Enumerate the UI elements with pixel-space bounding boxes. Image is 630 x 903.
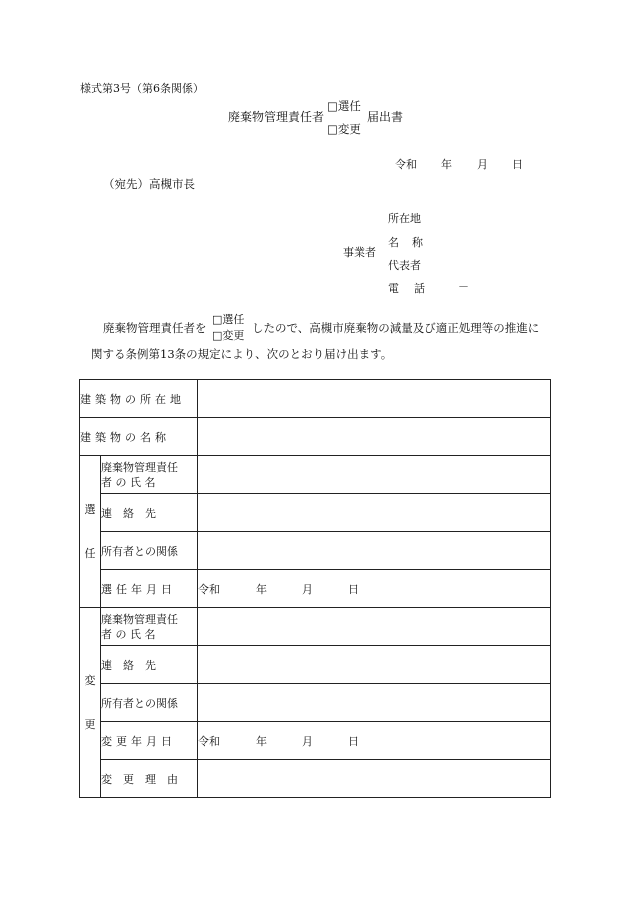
body-line1-start: 廃棄物管理責任者を <box>103 321 207 335</box>
table-row <box>80 760 551 798</box>
date-day: 日 <box>512 158 523 171</box>
business-name-label: 名 称 <box>388 236 424 249</box>
addressee: （宛先）高槻市長 <box>103 177 195 191</box>
notification-table <box>79 379 551 798</box>
change-manager-name-label: 廃棄物管理責任 者 の 氏 名 <box>101 608 198 646</box>
body-line1-end: したので、高槻市廃棄物の減量及び適正処理等の推進に <box>252 321 540 335</box>
table-row <box>80 646 551 684</box>
date-era: 令和 <box>395 158 417 171</box>
table-row <box>80 494 551 532</box>
change-contact-field[interactable] <box>198 646 551 684</box>
building-address-label: 建築物の所在地 <box>80 380 198 418</box>
table-row <box>80 532 551 570</box>
title-main: 廃棄物管理責任者 <box>228 110 325 124</box>
table-row <box>80 570 551 608</box>
business-phone-label: 電 話 <box>388 282 427 295</box>
table-row <box>80 418 551 456</box>
appoint-contact-field[interactable] <box>198 494 551 532</box>
appoint-manager-name-label: 廃棄物管理責任 者 の 氏 名 <box>101 456 198 494</box>
date-year: 年 <box>441 158 452 171</box>
change-relation-field[interactable] <box>198 684 551 722</box>
appoint-relation-label: 所有者との関係 <box>101 532 198 570</box>
body-option-appoint[interactable]: □選任 <box>212 313 245 326</box>
appoint-manager-name-field[interactable] <box>198 456 551 494</box>
body-option-change[interactable]: □変更 <box>212 329 245 342</box>
table-row <box>80 456 551 494</box>
body-line2: 関する条例第13条の規定により、次のとおり届け出ます。 <box>91 347 393 361</box>
change-date-field[interactable]: 令和 年 月 日 <box>198 722 551 760</box>
appoint-side-label: 選 任 <box>80 456 101 608</box>
appoint-contact-label: 連 絡 先 <box>101 494 198 532</box>
building-address-field[interactable] <box>198 380 551 418</box>
change-reason-label: 変 更 理 由 <box>101 760 198 798</box>
appoint-date-label: 選任年月日 <box>101 570 198 608</box>
table-row <box>80 608 551 646</box>
form-number: 様式第3号（第6条関係） <box>80 82 204 95</box>
building-name-field[interactable] <box>198 418 551 456</box>
change-side-label: 変 更 <box>80 608 101 798</box>
change-date-label: 変更年月日 <box>101 722 198 760</box>
business-label: 事業者 <box>343 246 376 259</box>
table-row <box>80 380 551 418</box>
change-contact-label: 連 絡 先 <box>101 646 198 684</box>
appoint-date-field[interactable]: 令和 年 月 日 <box>198 570 551 608</box>
title-end: 届出書 <box>367 110 404 124</box>
date-month: 月 <box>477 158 488 171</box>
table-row <box>80 684 551 722</box>
appoint-relation-field[interactable] <box>198 532 551 570</box>
business-address-label: 所在地 <box>388 212 421 225</box>
title-option-appoint[interactable]: □選任 <box>327 99 361 113</box>
title-option-change[interactable]: □変更 <box>327 122 361 136</box>
table-row <box>80 722 551 760</box>
change-reason-field[interactable] <box>198 760 551 798</box>
business-representative-label: 代表者 <box>388 259 421 272</box>
phone-dash: － <box>458 280 469 293</box>
change-relation-label: 所有者との関係 <box>101 684 198 722</box>
change-manager-name-field[interactable] <box>198 608 551 646</box>
building-name-label: 建築物の名称 <box>80 418 198 456</box>
